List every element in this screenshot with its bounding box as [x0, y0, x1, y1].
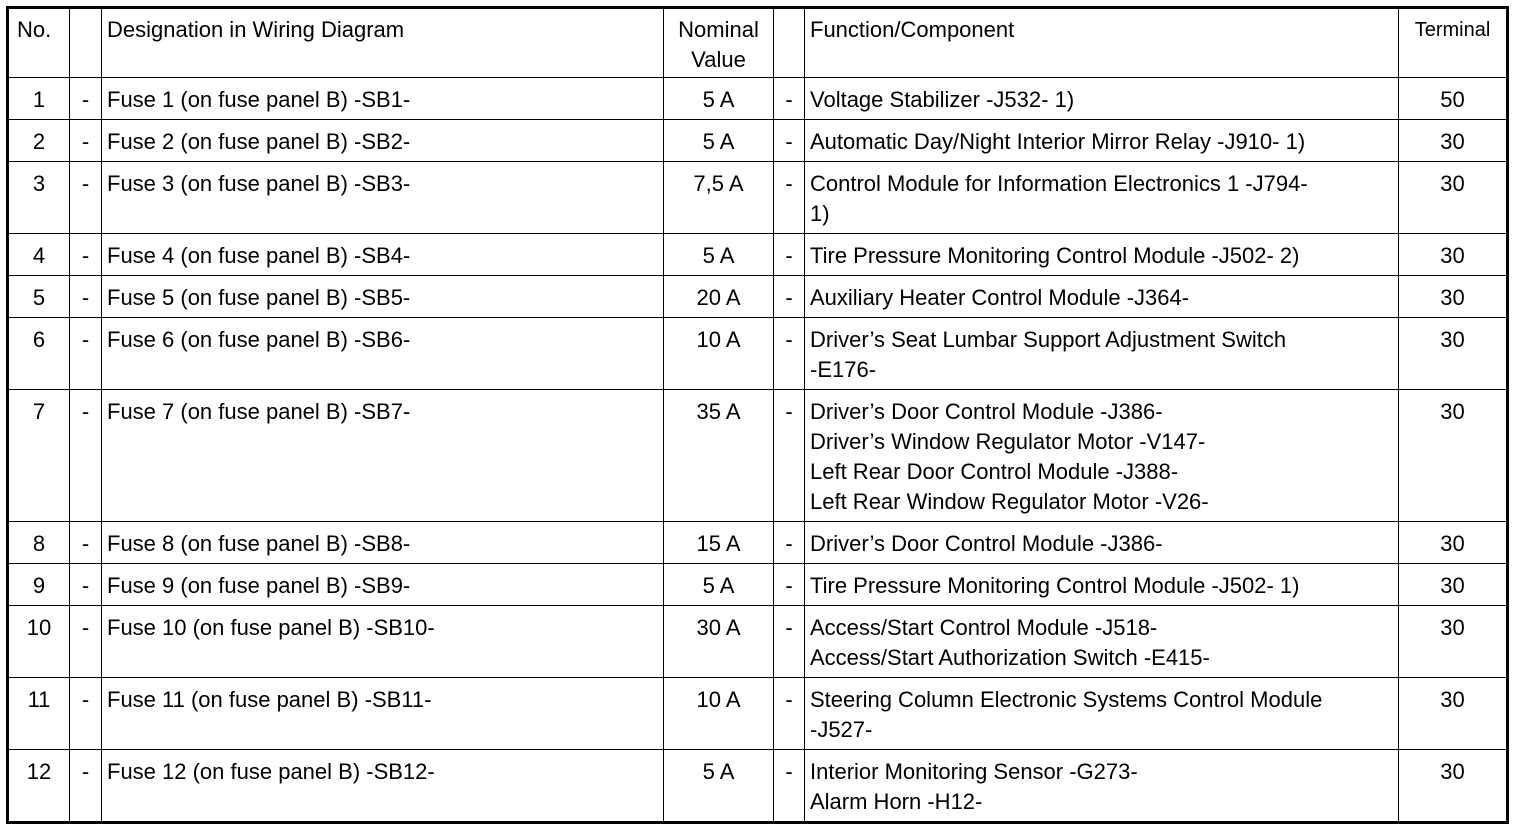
row-nominal-value: 5 A [664, 78, 774, 120]
row-terminal: 30 [1399, 318, 1508, 390]
row-function-component [805, 78, 1399, 120]
row-designation: Fuse 8 (on fuse panel B) -SB8- [102, 522, 664, 564]
row-dash: - [70, 750, 102, 823]
row-dash-2: - [774, 390, 805, 522]
function-line: Driver’s Door Control Module -J386- [810, 399, 1163, 424]
row-function-component [805, 606, 1399, 678]
row-number: 10 [8, 606, 70, 678]
function-line: Alarm Horn -H12- [810, 789, 983, 814]
function-line: -J527- [810, 717, 873, 742]
row-designation: Fuse 6 (on fuse panel B) -SB6- [102, 318, 664, 390]
row-number: 4 [8, 234, 70, 276]
function-line: Steering Column Electronic Systems Control Module [810, 687, 1323, 712]
row-function-component [805, 234, 1399, 276]
function-line: Auxiliary Heater Control Module -J364- [810, 285, 1190, 310]
row-designation: Fuse 12 (on fuse panel B) -SB12- [102, 750, 664, 823]
header-nominal-line1: Nominal [678, 17, 759, 42]
row-dash-2: - [774, 234, 805, 276]
function-line: Control Module for Information Electronics 1 -J794- [810, 171, 1308, 196]
row-number: 2 [8, 120, 70, 162]
row-number: 5 [8, 276, 70, 318]
function-line: Access/Start Control Module -J518- [810, 615, 1158, 640]
function-line: 1) [810, 201, 830, 226]
row-terminal: 30 [1399, 606, 1508, 678]
row-dash: - [70, 78, 102, 120]
table-row [8, 276, 1508, 318]
function-line: Voltage Stabilizer -J532- 1) [810, 87, 1075, 112]
row-nominal-value: 30 A [664, 606, 774, 678]
row-designation: Fuse 11 (on fuse panel B) -SB11- [102, 678, 664, 750]
row-nominal-value: 20 A [664, 276, 774, 318]
row-dash: - [70, 606, 102, 678]
function-line: Left Rear Window Regulator Motor -V26- [810, 489, 1209, 514]
row-terminal: 50 [1399, 78, 1508, 120]
function-line: Driver’s Door Control Module -J386- [810, 531, 1163, 556]
row-terminal: 30 [1399, 390, 1508, 522]
table-row [8, 162, 1508, 234]
row-function-component [805, 162, 1399, 234]
table-row [8, 234, 1508, 276]
row-number: 9 [8, 564, 70, 606]
row-dash: - [70, 390, 102, 522]
table-row [8, 318, 1508, 390]
header-row [8, 8, 1508, 78]
row-designation: Fuse 2 (on fuse panel B) -SB2- [102, 120, 664, 162]
row-number: 6 [8, 318, 70, 390]
table-row [8, 390, 1508, 522]
table-row [8, 606, 1508, 678]
row-nominal-value: 15 A [664, 522, 774, 564]
row-terminal: 30 [1399, 162, 1508, 234]
row-function-component [805, 120, 1399, 162]
header-designation: Designation in Wiring Diagram [102, 8, 664, 78]
row-designation: Fuse 4 (on fuse panel B) -SB4- [102, 234, 664, 276]
row-terminal: 30 [1399, 522, 1508, 564]
row-dash-2: - [774, 162, 805, 234]
row-dash-2: - [774, 78, 805, 120]
row-number: 1 [8, 78, 70, 120]
table-row [8, 78, 1508, 120]
row-dash: - [70, 234, 102, 276]
fuse-table-body [8, 78, 1508, 823]
header-function: Function/Component [805, 8, 1399, 78]
row-dash-2: - [774, 522, 805, 564]
row-number: 8 [8, 522, 70, 564]
row-designation: Fuse 5 (on fuse panel B) -SB5- [102, 276, 664, 318]
row-designation: Fuse 3 (on fuse panel B) -SB3- [102, 162, 664, 234]
row-terminal: 30 [1399, 276, 1508, 318]
row-dash: - [70, 162, 102, 234]
function-line: Driver’s Seat Lumbar Support Adjustment Switch [810, 327, 1287, 352]
row-dash: - [70, 318, 102, 390]
table-row [8, 678, 1508, 750]
header-dash-spacer [70, 8, 102, 78]
row-dash-2: - [774, 276, 805, 318]
row-dash-2: - [774, 678, 805, 750]
row-function-component [805, 750, 1399, 823]
row-designation: Fuse 1 (on fuse panel B) -SB1- [102, 78, 664, 120]
function-line: -E176- [810, 357, 877, 382]
function-line: Interior Monitoring Sensor -G273- [810, 759, 1138, 784]
row-terminal: 30 [1399, 678, 1508, 750]
row-function-component [805, 276, 1399, 318]
row-function-component [805, 318, 1399, 390]
row-function-component [805, 390, 1399, 522]
function-line: Tire Pressure Monitoring Control Module -J502- 1) [810, 573, 1300, 598]
row-number: 7 [8, 390, 70, 522]
fuse-assignment-table [6, 6, 1509, 824]
row-terminal: 30 [1399, 750, 1508, 823]
row-dash-2: - [774, 606, 805, 678]
row-nominal-value: 5 A [664, 564, 774, 606]
header-no: No. [8, 8, 70, 78]
function-line: Automatic Day/Night Interior Mirror Relay -J910- 1) [810, 129, 1306, 154]
row-designation: Fuse 9 (on fuse panel B) -SB9- [102, 564, 664, 606]
table-row [8, 522, 1508, 564]
row-dash-2: - [774, 564, 805, 606]
row-function-component [805, 564, 1399, 606]
row-dash: - [70, 276, 102, 318]
row-terminal: 30 [1399, 564, 1508, 606]
header-terminal: Terminal [1399, 8, 1508, 78]
header-dash-spacer-2 [774, 8, 805, 78]
row-nominal-value: 35 A [664, 390, 774, 522]
function-line: Tire Pressure Monitoring Control Module -J502- 2) [810, 243, 1300, 268]
header-nominal-value [664, 8, 774, 78]
row-dash: - [70, 522, 102, 564]
table-row [8, 564, 1508, 606]
table-row [8, 120, 1508, 162]
row-function-component [805, 678, 1399, 750]
row-nominal-value: 10 A [664, 678, 774, 750]
row-number: 12 [8, 750, 70, 823]
row-dash-2: - [774, 318, 805, 390]
row-designation: Fuse 7 (on fuse panel B) -SB7- [102, 390, 664, 522]
row-dash-2: - [774, 120, 805, 162]
row-dash: - [70, 678, 102, 750]
function-line: Access/Start Authorization Switch -E415- [810, 645, 1210, 670]
row-nominal-value: 5 A [664, 120, 774, 162]
row-dash: - [70, 564, 102, 606]
row-designation: Fuse 10 (on fuse panel B) -SB10- [102, 606, 664, 678]
row-terminal: 30 [1399, 120, 1508, 162]
row-function-component [805, 522, 1399, 564]
table-row [8, 750, 1508, 823]
row-nominal-value: 5 A [664, 750, 774, 823]
row-dash-2: - [774, 750, 805, 823]
row-number: 3 [8, 162, 70, 234]
row-nominal-value: 5 A [664, 234, 774, 276]
header-nominal-line2: Value [691, 47, 746, 72]
row-terminal: 30 [1399, 234, 1508, 276]
row-nominal-value: 7,5 A [664, 162, 774, 234]
function-line: Left Rear Door Control Module -J388- [810, 459, 1179, 484]
row-nominal-value: 10 A [664, 318, 774, 390]
row-number: 11 [8, 678, 70, 750]
row-dash: - [70, 120, 102, 162]
function-line: Driver’s Window Regulator Motor -V147- [810, 429, 1206, 454]
